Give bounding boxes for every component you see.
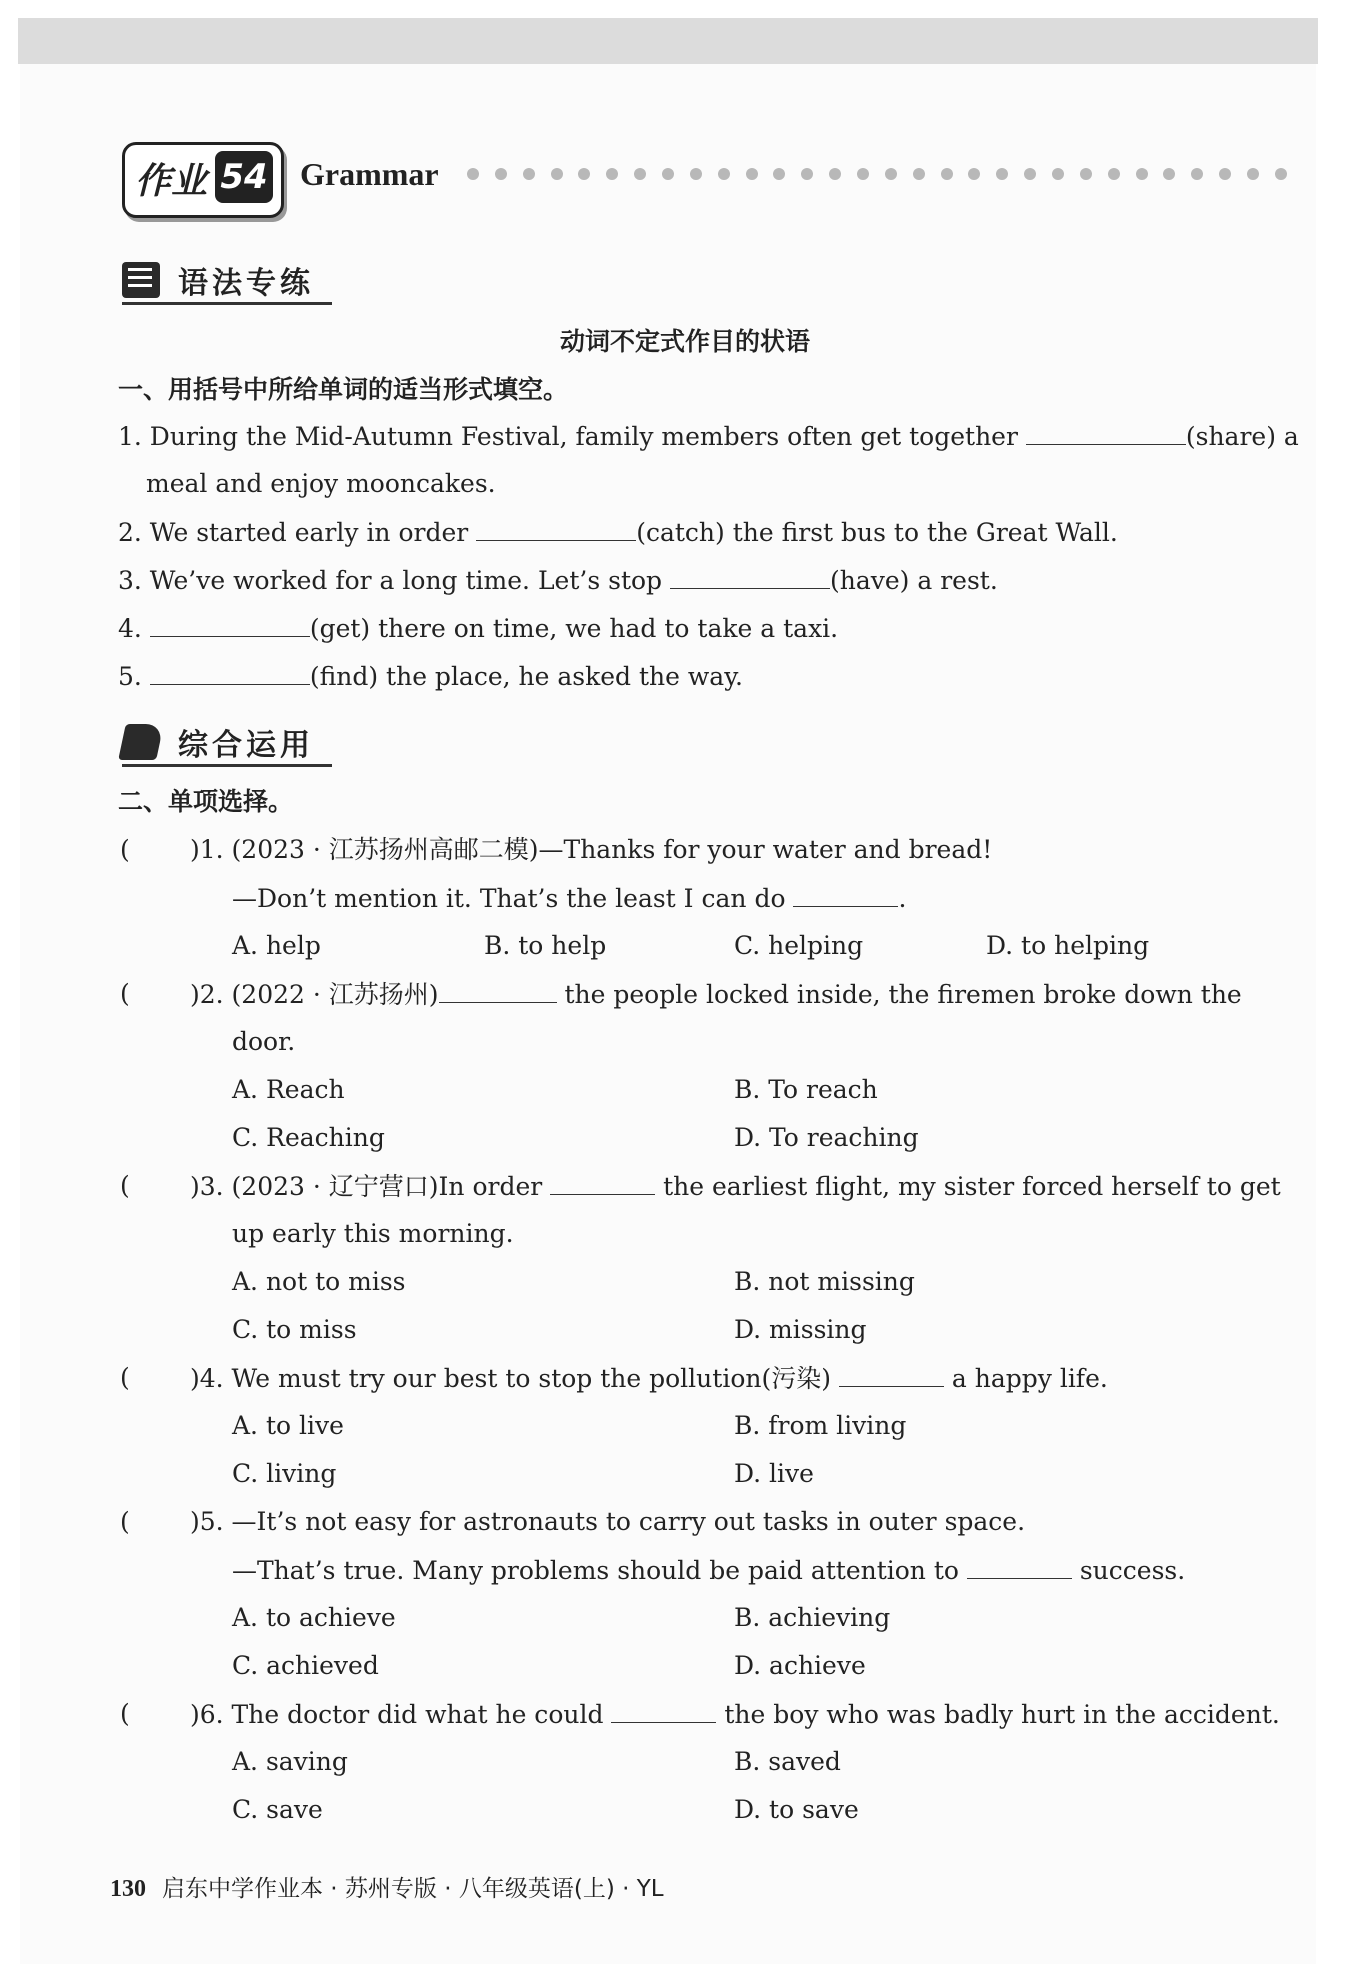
answer-blank[interactable] <box>550 1170 655 1195</box>
option-a[interactable]: A. saving <box>232 1747 348 1776</box>
badge-number: 54 <box>215 151 273 203</box>
notebook-icon <box>122 262 160 298</box>
question-4-stem: )4. We must try our best to stop the pollution(污染) a happy life. <box>190 1364 1108 1393</box>
answer-paren[interactable]: ( <box>120 1363 130 1392</box>
option-b[interactable]: B. to help <box>484 931 607 960</box>
question-2-stem: )2. (2022 · 江苏扬州) the people locked inside, the firemen broke down the <box>190 980 1242 1009</box>
option-a[interactable]: A. to achieve <box>232 1603 396 1632</box>
option-a[interactable]: A. to live <box>232 1411 344 1440</box>
answer-blank[interactable] <box>150 612 310 637</box>
fill-item-4: 4. (get) there on time, we had to take a taxi. <box>118 614 839 643</box>
option-a[interactable]: A. Reach <box>232 1075 345 1104</box>
option-c[interactable]: C. to miss <box>232 1315 357 1344</box>
instruction-fill-blank: 一、用括号中所给单词的适当形式填空。 <box>118 375 569 404</box>
option-a[interactable]: A. not to miss <box>232 1267 406 1296</box>
scan-top-band <box>18 18 1318 64</box>
dot-divider <box>467 162 1287 186</box>
question-3-stem: )3. (2023 · 辽宁营口)In order the earliest flight, my sister forced herself to get <box>190 1172 1281 1201</box>
answer-paren[interactable]: ( <box>120 1507 130 1536</box>
question-2-continued: door. <box>232 1027 296 1056</box>
option-c[interactable]: C. living <box>232 1459 337 1488</box>
option-d[interactable]: D. to helping <box>986 931 1150 960</box>
question-3-continued: up early this morning. <box>232 1219 514 1248</box>
answer-blank[interactable] <box>1026 420 1186 445</box>
fill-item-2: 2. We started early in order (catch) the first bus to the Great Wall. <box>118 518 1118 547</box>
fill-item-1-continued: meal and enjoy mooncakes. <box>146 469 496 498</box>
answer-blank[interactable] <box>967 1554 1072 1579</box>
answer-blank[interactable] <box>611 1698 716 1723</box>
section-name: 综合运用 <box>178 728 314 763</box>
section-underline <box>122 302 332 305</box>
topic-subtitle: 动词不定式作目的状语 <box>560 327 811 356</box>
option-d[interactable]: D. missing <box>734 1315 867 1344</box>
option-d[interactable]: D. to save <box>734 1795 859 1824</box>
question-1-line2: —Don’t mention it. That’s the least I can do . <box>232 884 907 913</box>
answer-blank[interactable] <box>793 882 898 907</box>
question-5-line2: —That’s true. Many problems should be paid attention to success. <box>232 1556 1186 1585</box>
option-d[interactable]: D. To reaching <box>734 1123 919 1152</box>
option-b[interactable]: B. achieving <box>734 1603 891 1632</box>
option-d[interactable]: D. achieve <box>734 1651 866 1680</box>
answer-paren[interactable]: ( <box>120 1699 130 1728</box>
section-underline <box>122 764 332 767</box>
answer-blank[interactable] <box>439 978 557 1003</box>
question-6-stem: )6. The doctor did what he could the boy who was badly hurt in the accident. <box>190 1700 1280 1729</box>
page-footer <box>110 1870 664 1903</box>
answer-paren[interactable]: ( <box>120 979 130 1008</box>
option-c[interactable]: C. save <box>232 1795 323 1824</box>
option-d[interactable]: D. live <box>734 1459 814 1488</box>
lesson-header <box>122 138 1302 220</box>
option-b[interactable]: B. not missing <box>734 1267 915 1296</box>
instruction-multiple-choice: 二、单项选择。 <box>118 787 294 816</box>
answer-blank[interactable] <box>839 1362 944 1387</box>
fill-item-5: 5. (find) the place, he asked the way. <box>118 662 743 691</box>
fill-item-1: 1. During the Mid-Autumn Festival, family members often get together (share) a <box>118 422 1299 451</box>
pen-icon <box>118 724 164 760</box>
answer-paren[interactable]: ( <box>120 1171 130 1200</box>
option-b[interactable]: B. To reach <box>734 1075 878 1104</box>
page-number: 130 <box>110 1876 146 1902</box>
answer-paren[interactable]: ( <box>120 835 130 864</box>
lesson-title: Grammar <box>300 156 439 192</box>
option-a[interactable]: A. help <box>232 931 321 960</box>
section-name: 语法专练 <box>178 266 314 301</box>
answer-blank[interactable] <box>150 660 310 685</box>
question-5-stem: )5. —It’s not easy for astronauts to carry out tasks in outer space. <box>190 1507 1026 1536</box>
badge-label: 作业 <box>135 161 208 202</box>
question-1-stem: )1. (2023 · 江苏扬州高邮二模)—Thanks for your water and bread! <box>190 835 993 864</box>
option-c[interactable]: C. achieved <box>232 1651 379 1680</box>
book-title: 启东中学作业本 · 苏州专版 · 八年级英语(上) · YL <box>162 1876 664 1902</box>
answer-blank[interactable] <box>670 564 830 589</box>
answer-blank[interactable] <box>476 516 636 541</box>
option-c[interactable]: C. Reaching <box>232 1123 385 1152</box>
option-b[interactable]: B. saved <box>734 1747 841 1776</box>
section-heading-comprehensive <box>122 718 332 768</box>
fill-item-3: 3. We’ve worked for a long time. Let’s stop (have) a rest. <box>118 566 998 595</box>
option-c[interactable]: C. helping <box>734 931 864 960</box>
section-heading-grammar-practice <box>122 256 332 306</box>
option-b[interactable]: B. from living <box>734 1411 907 1440</box>
lesson-badge <box>122 142 284 218</box>
